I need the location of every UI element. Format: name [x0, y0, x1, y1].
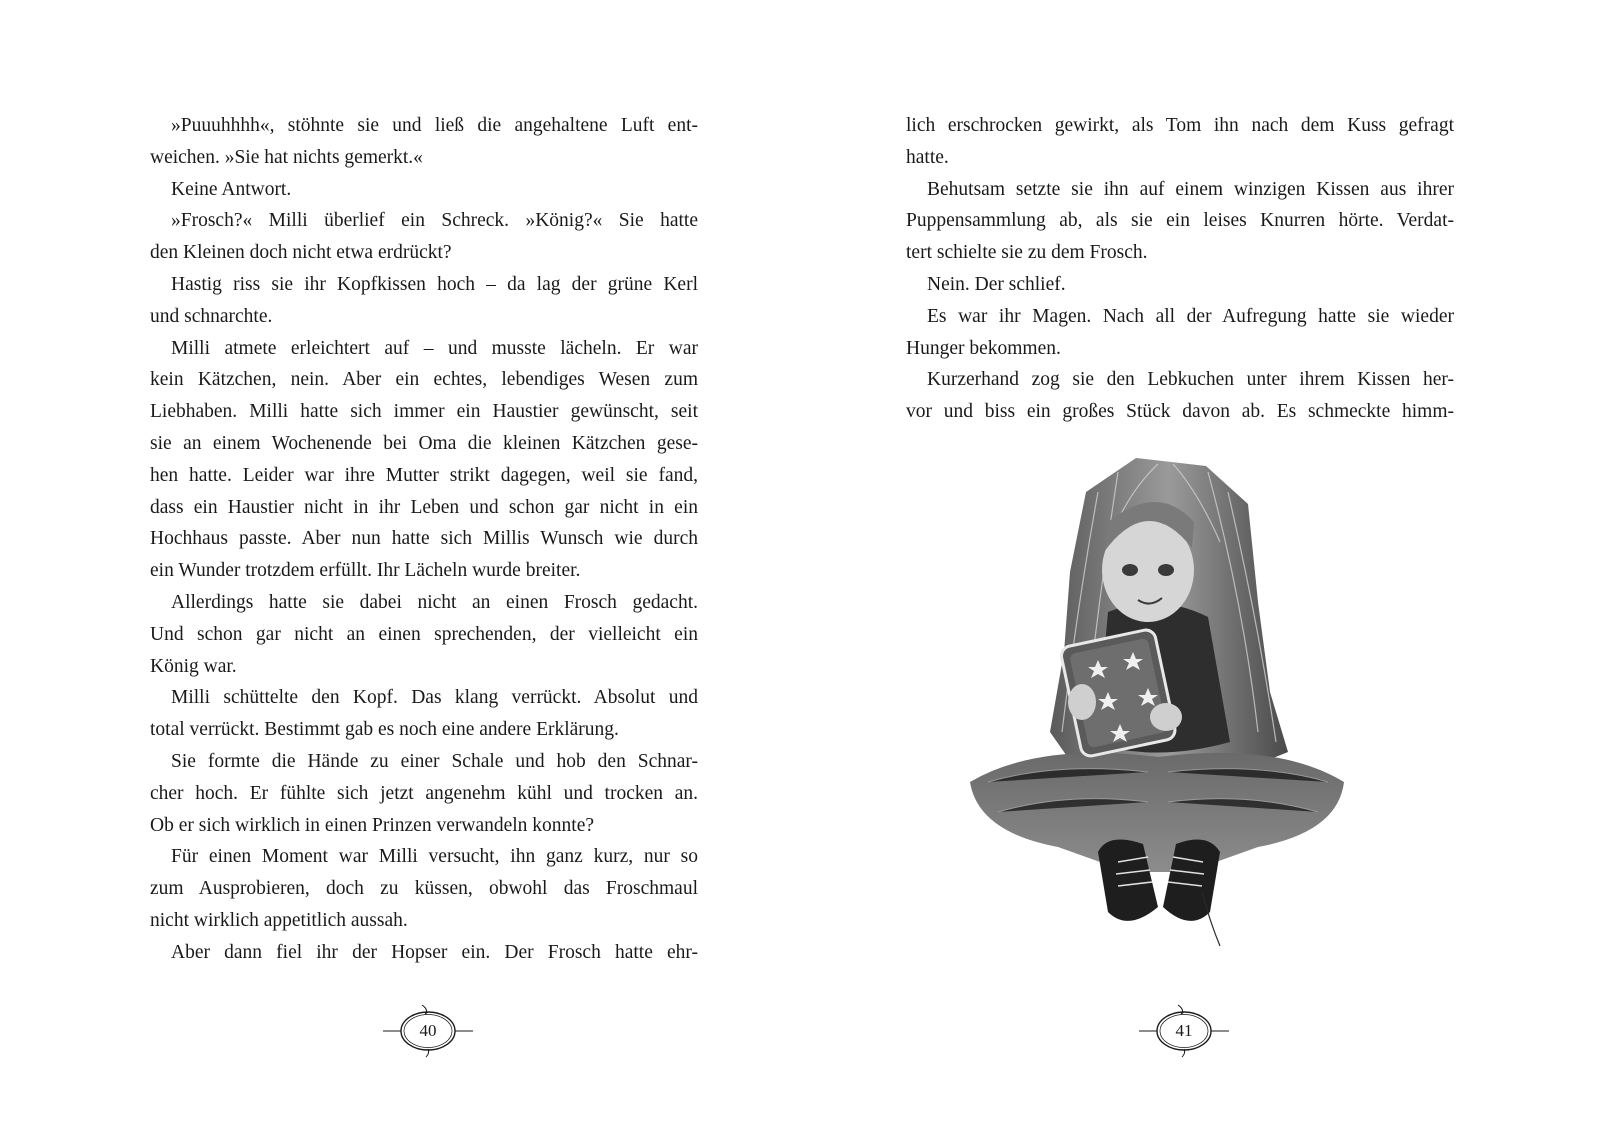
text-line: lich erschrocken gewirkt, als Tom ihn nach dem Kuss gefragt	[906, 115, 1454, 136]
text-line: dass ein Haustier nicht in ihr Leben und schon gar nicht in ein	[150, 496, 698, 518]
text-line: Milli schüttelte den Kopf. Das klang verrückt. Absolut und	[171, 687, 698, 709]
text-line: kein Kätzchen, nein. Aber ein echtes, lebendiges Wesen zum	[150, 369, 698, 391]
text-line: hatte.	[906, 146, 949, 168]
text-line: Keine Antwort.	[171, 178, 292, 200]
text-line: Hochhaus passte. Aber nun hatte sich Millis Wunsch wie durch	[150, 528, 698, 550]
text-line: ein Wunder trotzdem erfüllt. Ihr Lächeln wurde breiter.	[150, 560, 581, 582]
text-line: Aber dann fiel ihr der Hopser ein. Der Frosch hatte ehr-	[171, 941, 698, 963]
text-line: weichen. »Sie hat nichts gemerkt.«	[150, 146, 423, 168]
illustration-icon	[958, 452, 1358, 962]
text-line: Ob er sich wirklich in einen Prinzen verwandeln konnte?	[150, 814, 595, 836]
page-number: 41	[1175, 1021, 1193, 1040]
text-line: vor und biss ein großes Stück davon ab. Es schmeckte himm-	[906, 401, 1454, 423]
text-line: Kurzerhand zog sie den Lebkuchen unter ihrem Kissen her-	[927, 369, 1454, 391]
text-line: »Frosch?« Milli überlief ein Schreck. »König?« Sie hatte	[171, 210, 698, 232]
text-line: Sie formte die Hände zu einer Schale und hob den Schnar-	[171, 750, 698, 772]
text-line: Behutsam setzte sie ihn auf einem winzigen Kissen aus ihrer	[927, 178, 1454, 200]
text-line: Puppensammlung ab, als sie ein leises Knurren hörte. Verdat-	[906, 210, 1454, 232]
text-line: total verrückt. Bestimmt gab es noch eine andere Erklärung.	[150, 719, 619, 741]
text-line: hen hatte. Leider war ihre Mutter strikt dagegen, weil sie fand,	[150, 464, 698, 486]
text-line: »Puuuhhhh«, stöhnte sie und ließ die angehaltene Luft ent-	[171, 115, 698, 136]
right-page-text	[906, 110, 1454, 428]
text-line: Hunger bekommen.	[906, 337, 1061, 359]
text-line: Und schon gar nicht an einen sprechenden, der vielleicht ein	[150, 623, 698, 645]
text-line: Allerdings hatte sie dabei nicht an einen Frosch gedacht.	[171, 591, 698, 613]
page-number-ornament	[378, 1003, 478, 1059]
girl-with-gingerbread-illustration	[958, 452, 1358, 962]
text-line: Für einen Moment war Milli versucht, ihn ganz kurz, nur so	[171, 846, 698, 868]
text-line: und schnarchte.	[150, 305, 273, 327]
text-line: den Kleinen doch nicht etwa erdrückt?	[150, 242, 452, 264]
text-line: König war.	[150, 655, 237, 677]
text-line: Hastig riss sie ihr Kopfkissen hoch – da lag der grüne Kerl	[171, 273, 698, 295]
right-page	[800, 0, 1600, 1144]
text-line: Nein. Der schlief.	[927, 273, 1066, 295]
text-line: sie an einem Wochenende bei Oma die kleinen Kätzchen gese-	[150, 432, 698, 454]
text-line: tert schielte sie zu dem Frosch.	[906, 242, 1148, 264]
text-line: cher hoch. Er fühlte sich jetzt angenehm kühl und trocken an.	[150, 782, 698, 804]
text-line: Liebhaben. Milli hatte sich immer ein Haustier gewünscht, seit	[150, 401, 698, 423]
page-number-ornament	[1134, 1003, 1234, 1059]
text-line: zum Ausprobieren, doch zu küssen, obwohl das Froschmaul	[150, 878, 698, 900]
text-line: Es war ihr Magen. Nach all der Aufregung hatte sie wieder	[927, 305, 1454, 327]
text-line: nicht wirklich appetitlich aussah.	[150, 909, 408, 931]
left-page-text	[150, 110, 698, 969]
page-number: 40	[419, 1021, 437, 1040]
text-line: Milli atmete erleichtert auf – und musste lächeln. Er war	[171, 337, 698, 359]
